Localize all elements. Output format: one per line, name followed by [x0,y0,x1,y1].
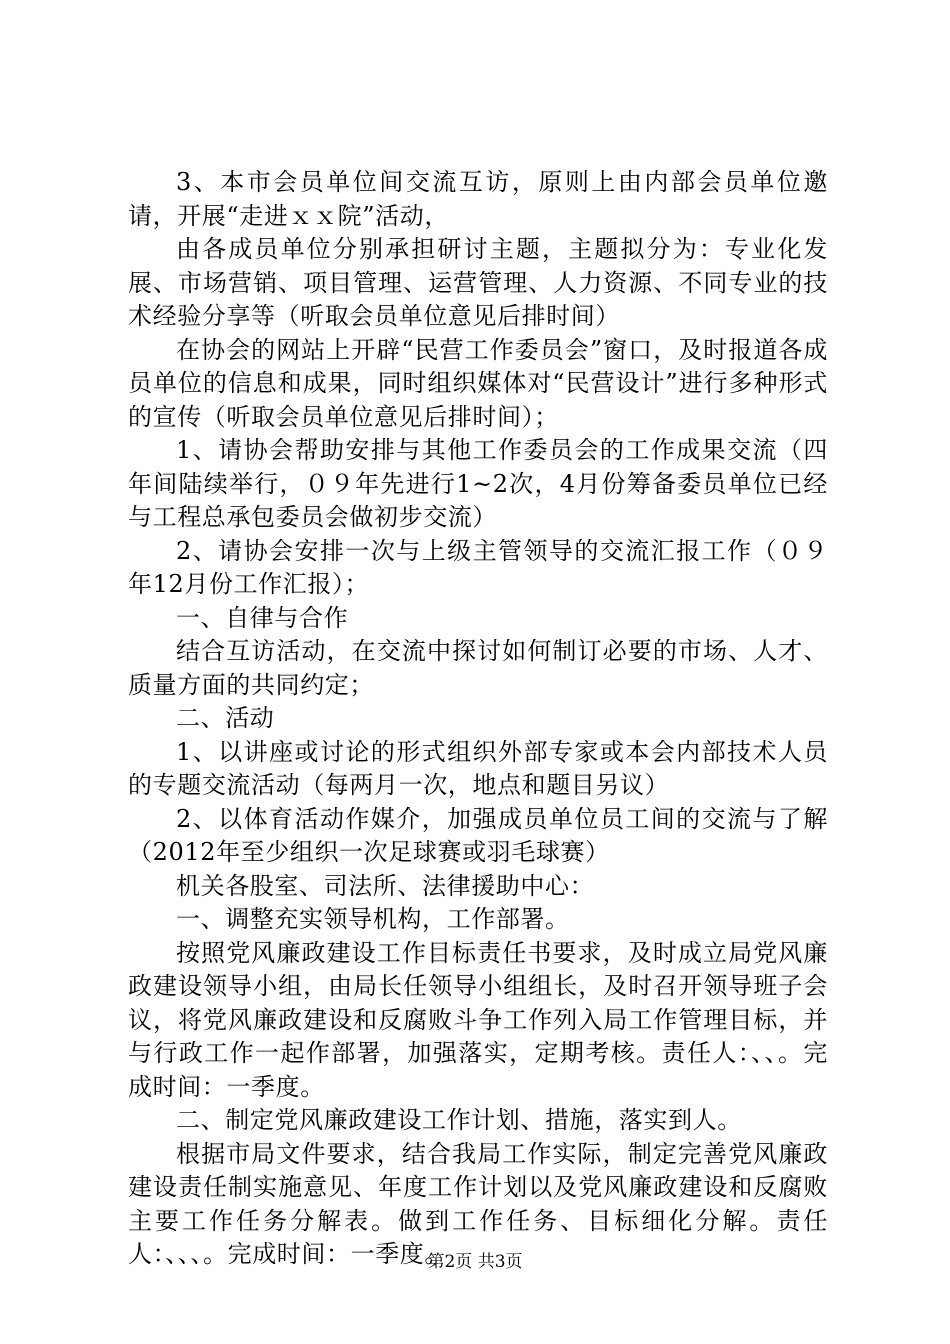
paragraph: 3、本市会员单位间交流互访，原则上由内部会员单位邀请，开展“走进ｘｘ院”活动， [128,168,828,230]
section-heading: 一、调整充实领导机构，工作部署。 [176,905,570,933]
paragraph: 1、请协会帮助安排与其他工作委员会的工作成果交流（四年间陆续举行，０９年先进行1~2次，4月份筹备委员单位已经与工程总承包委员会做初步交流） [128,436,828,531]
paragraph: 结合互访活动，在交流中探讨如何制订必要的市场、人才、质量方面的共同约定； [128,637,828,699]
paragraph: 在协会的网站上开辟“民营工作委员会”窗口，及时报道各成员单位的信息和成果，同时组织媒体对“民营设计”进行多种形式的宣传（听取会员单位意见后排时间）； [128,335,828,431]
document-body [128,166,828,1272]
paragraph: 按照党风廉政建设工作目标责任书要求，及时成立局党风廉政建设领导小组，由局长任领导小组组长，及时召开领导班子会议，将党风廉政建设和反腐败斗争工作列入局工作管理目标，并与行政工作一起作部署，加强落实，定期考核。责任人：、、。完成时间：一季度。 [128,938,828,1101]
paragraph: 根据市局文件要求，结合我局工作实际，制定完善党风廉政建设责任制实施意见、年度工作计划以及党风廉政建设和反腐败主要工作任务分解表。做到工作任务、目标细化分解。责任人：、、、。完成时间：一季度。 [128,1139,828,1268]
salutation: 机关各股室、司法所、法律援助中心： [176,871,595,900]
paragraph: 2、请协会安排一次与上级主管领导的交流汇报工作（０９年12月份工作汇报）； [128,536,828,598]
page-number-footer: 第2页 共3页 [427,1252,523,1272]
paragraph: 1、以讲座或讨论的形式组织外部专家或本会内部技术人员的专题交流活动（每两月一次，地点和题目另议） [128,737,828,799]
paragraph: 由各成员单位分别承担研讨主题，主题拟分为：专业化发展、市场营销、项目管理、运营管理、人力资源、不同专业的技术经验分享等（听取会员单位意见后排时间） [128,235,828,330]
paragraph: 2、以体育活动作媒介，加强成员单位员工间的交流与了解（2012年至少组织一次足球赛或羽毛球赛） [128,804,828,866]
section-heading: 一、自律与合作 [176,603,349,632]
section-heading: 二、活动 [176,704,275,732]
section-heading: 二、制定党风廉政建设工作计划、措施，落实到人。 [176,1106,742,1134]
